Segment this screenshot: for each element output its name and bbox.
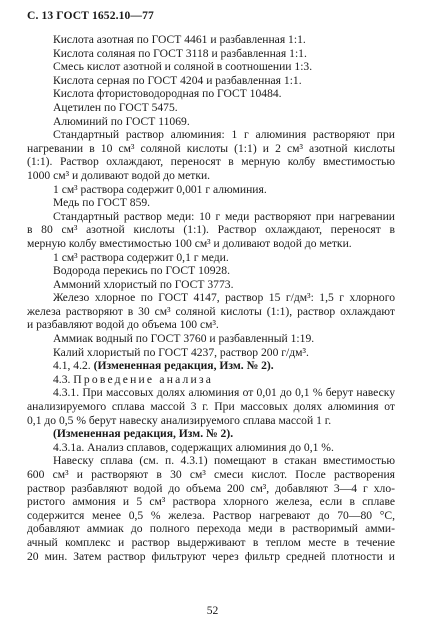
text-line: Кислота азотная по ГОСТ 4461 и разбавленная 1:1. <box>53 33 306 46</box>
text-line: анализируемого сплава массой 3 г. При массовых долях алюминия от <box>27 400 395 414</box>
text-line: добавляют аммиак до полного перехода меди в растворимый амми- <box>27 522 395 536</box>
text-line: 4.3. Проведение анализа <box>53 372 214 386</box>
text-line: Кислота фтористоводородная по ГОСТ 10484. <box>53 87 282 101</box>
text-line: Железо хлорное по ГОСТ 4147, раствор 15 г/дм³: 1,5 г хлорного <box>53 291 395 305</box>
text-line: Ацетилен по ГОСТ 5475. <box>53 100 178 114</box>
text-line: Калий хлористый по ГОСТ 4237, раствор 200 г/дм³. <box>53 345 309 359</box>
text-line: 4.3.1а. Анализ сплавов, содержащих алюминия до 0,1 %. <box>53 440 334 454</box>
text-line: Медь по ГОСТ 859. <box>53 196 151 210</box>
text-line: 0,1 до 0,5 % берут навеску анализируемого сплава массой 1 г. <box>27 413 332 427</box>
text-line: мерную колбу вместимостью 100 см³ и доливают водой до метки. <box>27 236 352 250</box>
text-line: нагревании в 10 см³ соляной кислоты (1:1) и 2 см³ азотной кислоты <box>27 141 395 155</box>
text-line: 20 мин. Затем раствор фильтруют через фильтр средней плотности и <box>27 549 395 563</box>
document-body <box>27 33 395 563</box>
text-line: раствор разбавляют водой до объема 200 см³, добавляют 3—4 г хло- <box>27 481 395 495</box>
text-line: в 80 см³ азотной кислоты (1:1). Раствор охлаждают, переносят в <box>27 223 395 237</box>
text-line: ристого аммония и 5 см³ раствора хлорного железа, если в сплаве <box>27 495 395 509</box>
text-line: содержится менее 0,5 % железа. Раствор нагревают до 70—80 °С, <box>27 508 395 522</box>
text-line: 1000 см³ и доливают водой до метки. <box>27 168 211 182</box>
text-line: (Измененная редакция, Изм. № 2). <box>53 427 234 441</box>
text-line: Кислота серная по ГОСТ 4204 и разбавленная 1:1. <box>53 73 302 87</box>
text-line: 600 см³ и растворяют в 30 см³ смеси кислот. После растворения <box>27 468 395 481</box>
text-line: Стандартный раствор алюминия: 1 г алюминия растворяют при <box>53 128 395 142</box>
text-line: (1:1). Раствор охлаждают, переносят в мерную колбу вместимостью <box>27 155 395 169</box>
text-line: ачный комплекс и раствор выдерживают в теплом месте в течение <box>27 535 395 549</box>
text-line: железа растворяют в 30 см³ соляной кислоты (1:1), раствор охлаждают <box>27 304 395 318</box>
text-line: Смесь кислот азотной и соляной в соотношении 1:3. <box>53 60 313 74</box>
text-line: Алюминий по ГОСТ 11069. <box>53 114 190 128</box>
text-line: 4.3.1. При массовых долях алюминия от 0,01 до 0,1 % берут навеску <box>53 386 395 400</box>
text-line: 4.1, 4.2. (Измененная редакция, Изм. № 2). <box>53 359 274 373</box>
text-line: Аммоний хлористый по ГОСТ 3773. <box>53 277 234 291</box>
text-line: Навеску сплава (см. п. 4.3.1) помещают в стакан вместимостью <box>53 454 395 468</box>
text-line: Стандартный раствор меди: 10 г меди растворяют при нагревании <box>53 209 395 223</box>
text-line: 1 см³ раствора содержит 0,1 г меди. <box>53 250 229 264</box>
page-number: 52 <box>206 604 219 617</box>
text-line: Водорода перекись по ГОСТ 10928. <box>53 264 230 278</box>
text-line: 1 см³ раствора содержит 0,001 г алюминия. <box>53 182 267 196</box>
text-line: Аммиак водный по ГОСТ 3760 и разбавленный 1:19. <box>53 332 315 346</box>
page-header: С. 13 ГОСТ 1652.10—77 <box>27 9 154 22</box>
text-line: Кислота соляная по ГОСТ 3118 и разбавленная 1:1. <box>53 46 307 60</box>
text-line: и разбавляют водой до объема 100 см³. <box>27 318 219 332</box>
